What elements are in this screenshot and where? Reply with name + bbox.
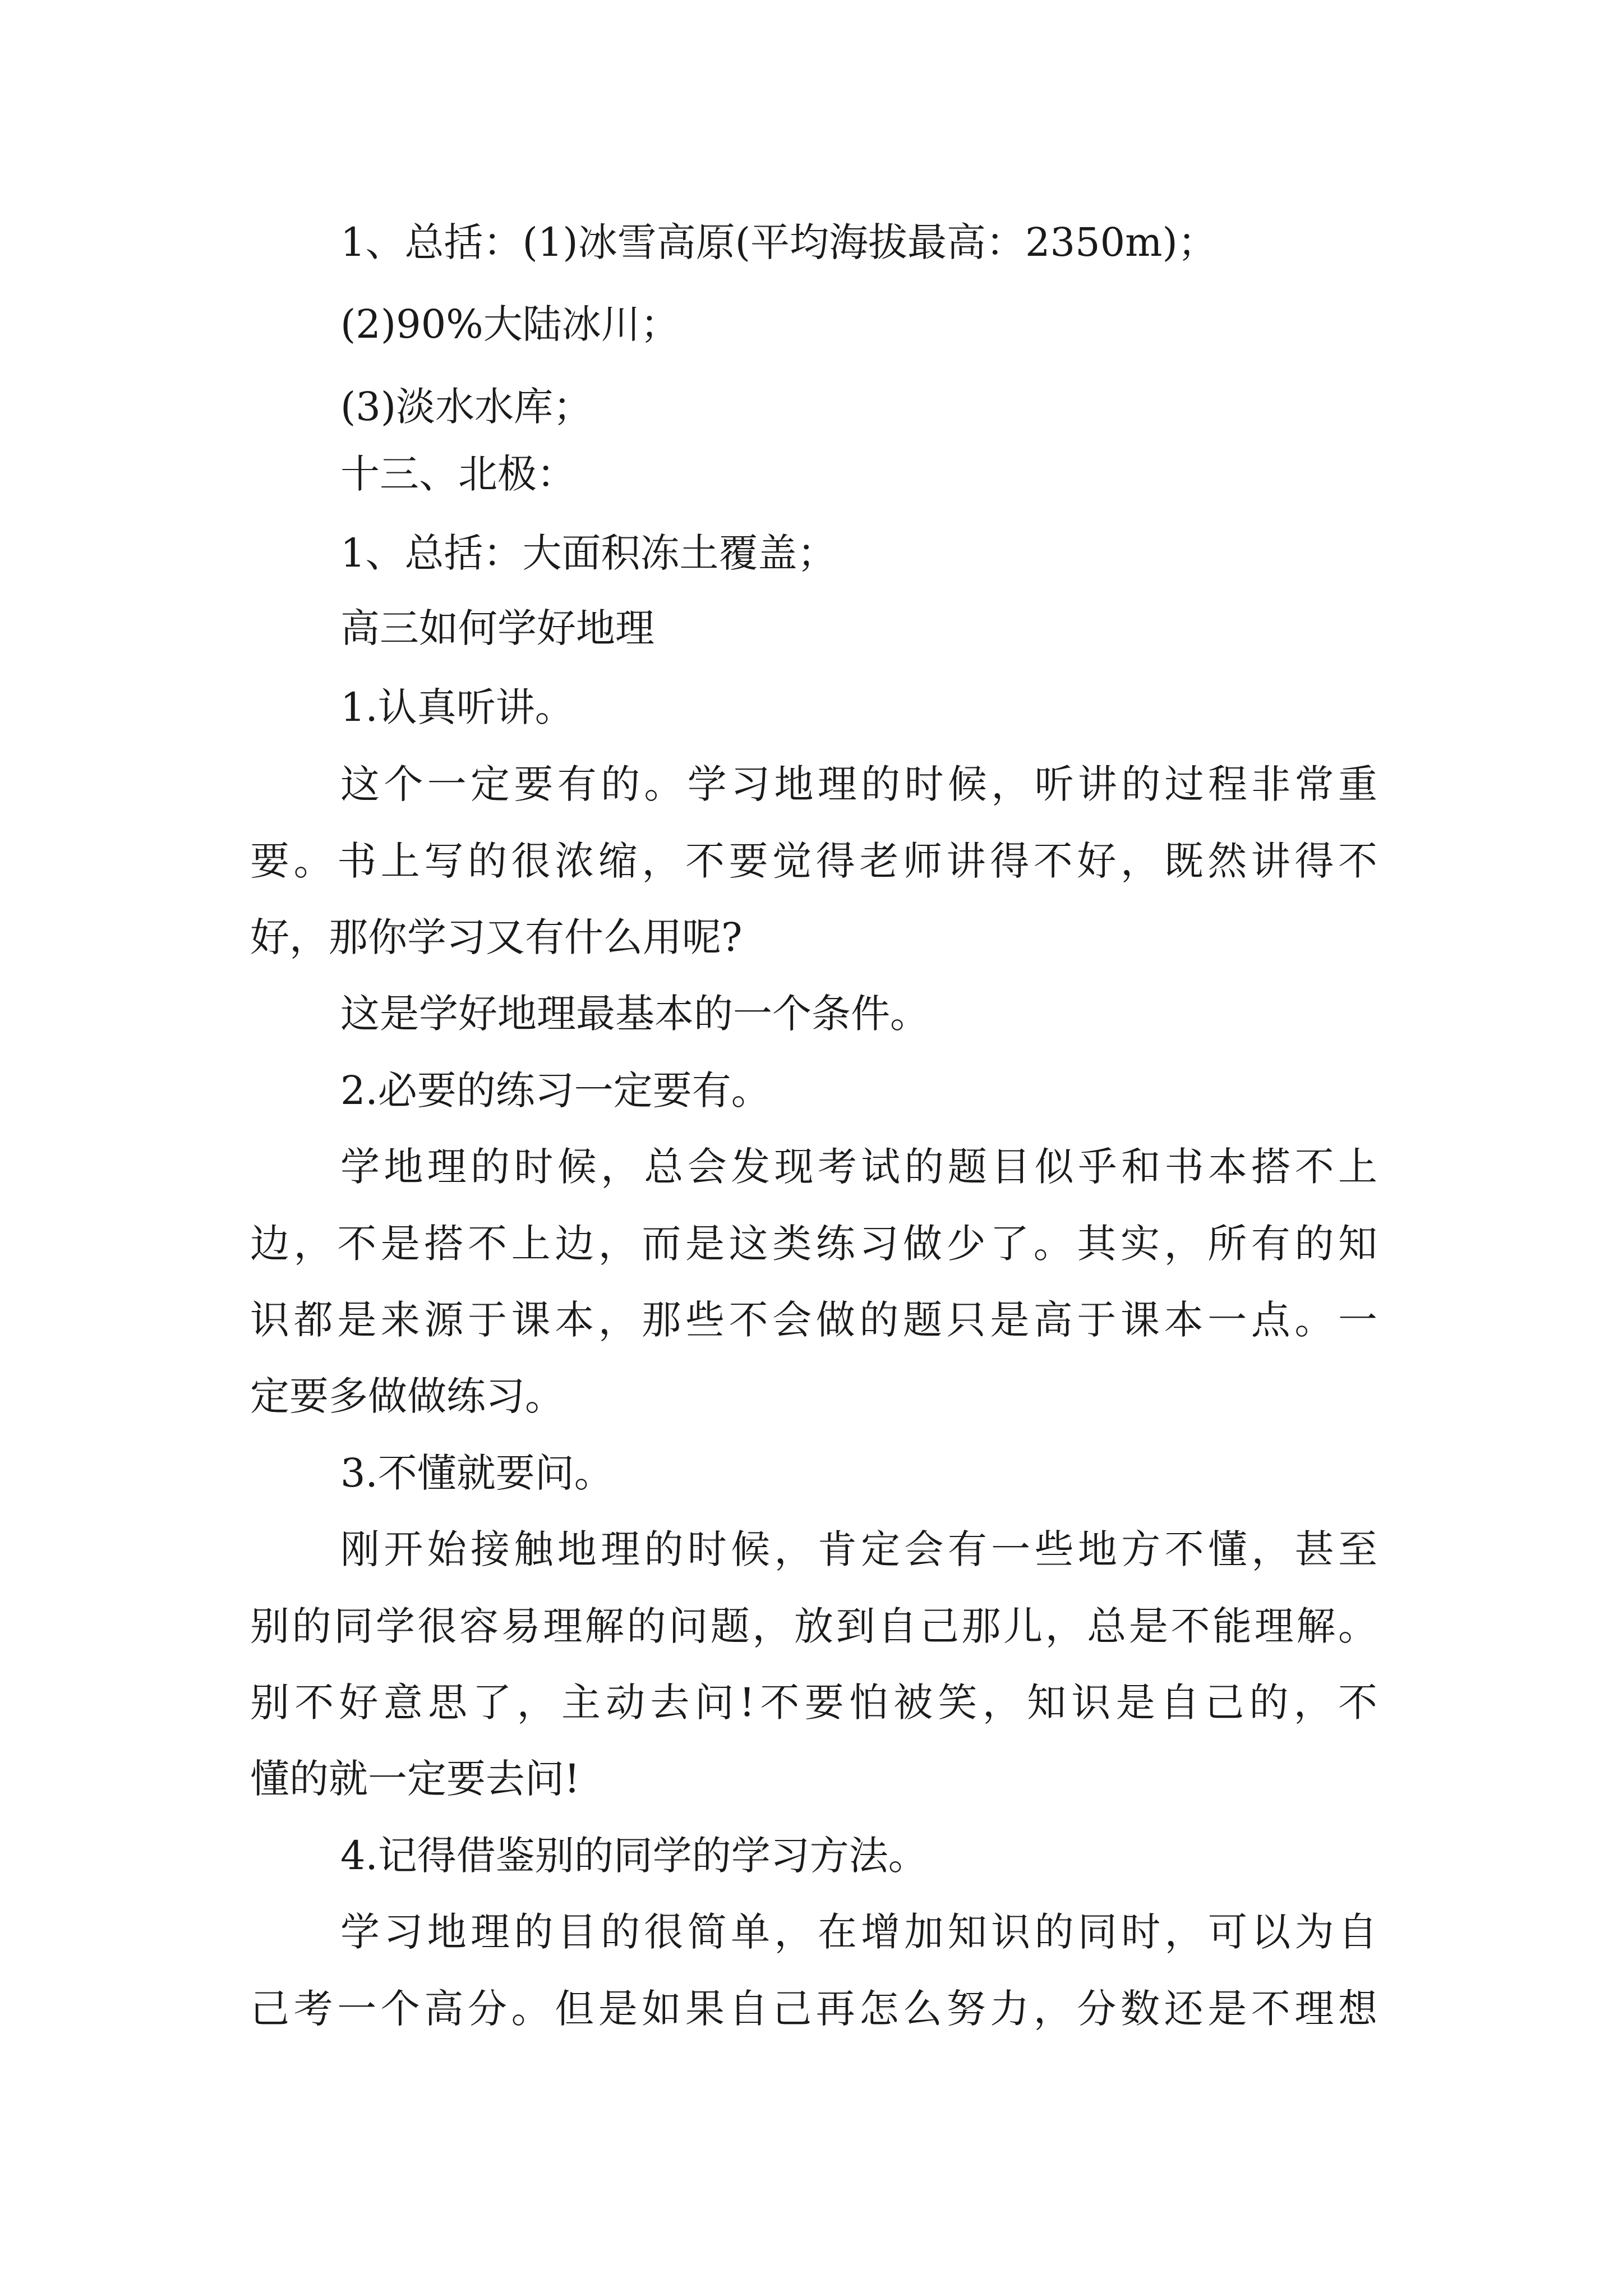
paragraph-line: 这个一定要有的。学习地理的时候，听讲的过程非常重 (340, 761, 1377, 807)
paragraph-line: 要。书上写的很浓缩，不要觉得老师讲得不好，既然讲得不 (250, 838, 1377, 884)
section-heading: 高三如何学好地理 (340, 605, 654, 651)
paragraph-line: 边，不是搭不上边，而是这类练习做少了。其实，所有的知 (250, 1221, 1377, 1267)
paragraph-line: 别不好意思了，主动去问!不要怕被笑，知识是自己的，不 (250, 1680, 1377, 1726)
list-heading: 1.认真听讲。 (340, 684, 574, 730)
paragraph-line: 别的同学很容易理解的问题，放到自己那儿，总是不能理解。 (250, 1603, 1377, 1649)
text-line: (3)淡水水库； (340, 384, 593, 430)
section-heading: 十三、北极： (340, 451, 576, 497)
list-heading: 2.必要的练习一定要有。 (340, 1068, 771, 1114)
paragraph-line: 刚开始接触地理的时候，肯定会有一些地方不懂，甚至 (340, 1526, 1377, 1572)
text-line: 1、总括：大面积冻土覆盖； (340, 530, 837, 576)
text-line: 1、总括：(1)冰雪高原(平均海拔最高：2350m)； (340, 219, 1217, 265)
paragraph-line: 定要多做做练习。 (250, 1373, 564, 1419)
paragraph-line: 这是学好地理最基本的一个条件。 (340, 991, 929, 1037)
paragraph-line: 己考一个高分。但是如果自己再怎么努力，分数还是不理想 (250, 1986, 1377, 2032)
list-heading: 4.记得借鉴别的同学的学习方法。 (340, 1833, 928, 1879)
paragraph-line: 好，那你学习又有什么用呢? (250, 914, 743, 960)
paragraph-line: 学地理的时候，总会发现考试的题目似乎和书本搭不上 (340, 1144, 1377, 1190)
text-line: (2)90%大陆冰川； (340, 301, 680, 347)
paragraph-line: 学习地理的目的很简单，在增加知识的同时，可以为自 (340, 1909, 1377, 1955)
paragraph-line: 懂的就一定要去问! (250, 1756, 580, 1802)
paragraph-line: 识都是来源于课本，那些不会做的题只是高于课本一点。一 (250, 1297, 1377, 1343)
list-heading: 3.不懂就要问。 (340, 1450, 614, 1496)
